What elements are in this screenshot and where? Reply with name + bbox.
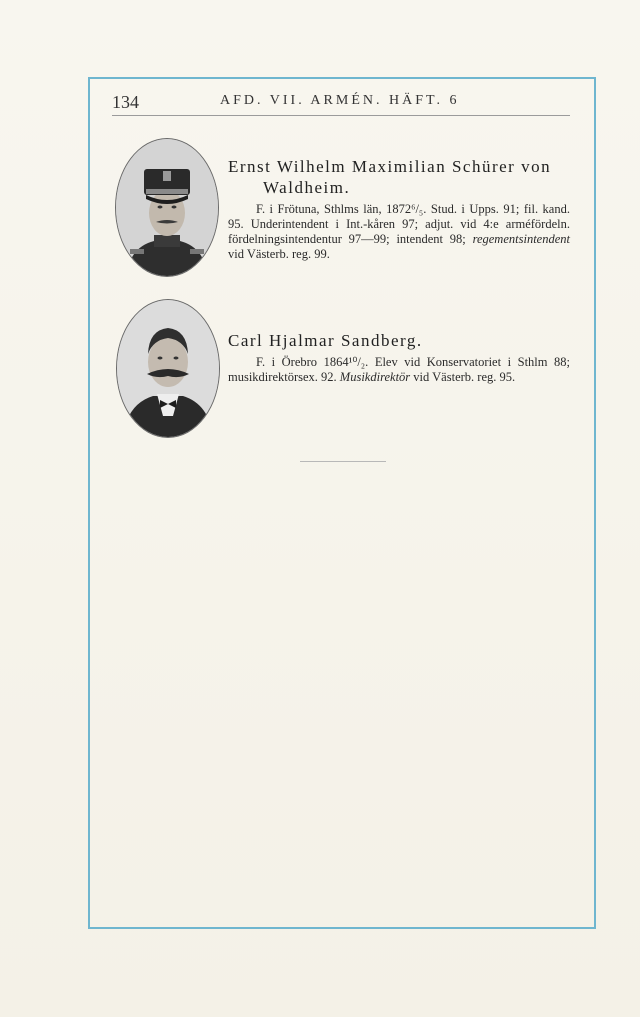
bio-text-part: vid Västerb. reg. 99. bbox=[228, 247, 330, 261]
bio-emphasis: Musikdirektör bbox=[339, 370, 411, 384]
person-name-line: Carl Hjalmar Sandberg. bbox=[228, 331, 423, 350]
person-name-line: Waldheim. bbox=[263, 178, 351, 197]
running-head: AFD. VII. ARMÉN. HÄFT. 6 bbox=[220, 93, 460, 108]
portrait-photo-sandberg bbox=[116, 299, 220, 438]
person-name-continued bbox=[228, 177, 570, 198]
bio-text-part: F. i Örebro 1864¹⁰/₂. Elev vid Konservatoriet i Sthlm 88; musikdirektörsex. 92. bbox=[228, 355, 570, 384]
biography-entry bbox=[228, 156, 570, 262]
bio-text-part: F. i Frötuna, Sthlms län, 1872⁶/₅. Stud. i Upps. 91; fil. kand. 95. Underintendent i Int.-kåren 97; adjut. vid 4:e arméfördeln. fördelningsintendentur 97—99; intendent 98; bbox=[228, 202, 570, 246]
biography-text bbox=[228, 355, 570, 385]
biography-text bbox=[228, 202, 570, 262]
person-name bbox=[228, 156, 570, 177]
portrait-civilian-icon bbox=[117, 300, 219, 437]
bio-emphasis: regementsintendent bbox=[472, 232, 570, 246]
person-name-line: Ernst Wilhelm Maximilian Schürer von bbox=[228, 157, 552, 176]
section-separator-rule bbox=[300, 461, 386, 462]
bio-text-part: vid Västerb. reg. 95. bbox=[410, 370, 516, 384]
portrait-photo-schurer bbox=[115, 138, 219, 277]
page-number: 134 bbox=[112, 92, 139, 112]
biography-entry bbox=[228, 330, 570, 385]
header-rule bbox=[112, 115, 570, 116]
page-header bbox=[112, 92, 572, 114]
portrait-officer-icon bbox=[116, 139, 218, 276]
person-name bbox=[228, 330, 570, 351]
